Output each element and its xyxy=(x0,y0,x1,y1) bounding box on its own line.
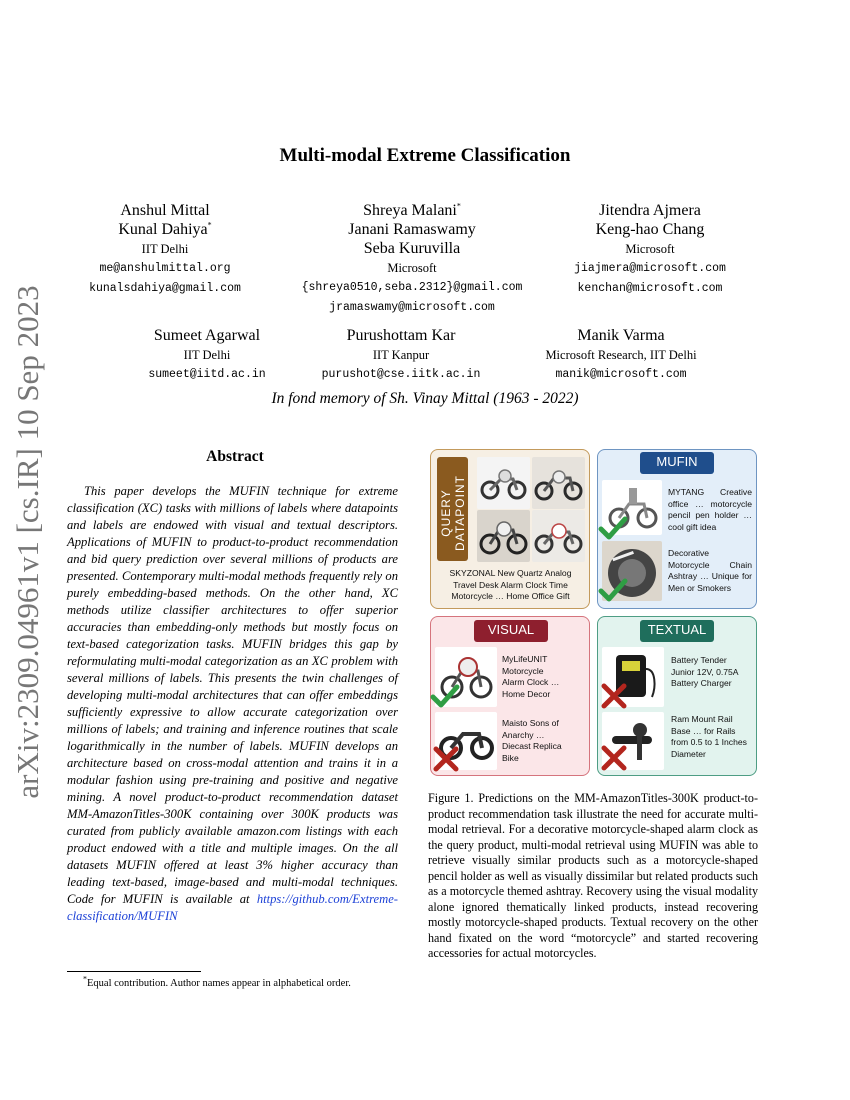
visual-tag: VISUAL xyxy=(474,620,548,642)
textual-tag: TEXTUAL xyxy=(640,620,714,642)
author-name: Manik Varma xyxy=(577,327,665,344)
equal-contribution-marker: * xyxy=(207,220,212,230)
query-datapoint-tag xyxy=(437,457,468,561)
arxiv-identifier: arXiv:2309.04961v1 [cs.IR] 10 Sep 2023 xyxy=(10,285,45,799)
author-group-3 xyxy=(552,201,748,299)
figure-caption: Figure 1. Predictions on the MM-AmazonTitles-300K product-to-product recommendation task illustrate the need for accurate multi-modal retrieval. For a decorative motorcycle-shaped alarm clock as the query product, multi-modal retrieval using MUFIN was able to retrieve visually similar products such as a motorcycle-shaped pencil holder as well as visually dissimilar but related products such as a motorcycle themed ashtray. Recovery using the visual modality alone ignored thematically linked products, instead recovering mostly motorcycle-shaped products. Textual recovery on the other hand fixated on the word “motorcycle” and started recovering accessories for actual motorcycles. xyxy=(428,791,758,960)
visual-result-title: Maisto Sons of Anarchy … Diecast Replica Bike xyxy=(502,718,562,763)
author-affiliation: IIT Delhi xyxy=(141,242,189,256)
author-group-2 xyxy=(282,201,542,318)
cross-icon xyxy=(432,745,460,773)
author-email[interactable]: me@anshulmittal.org xyxy=(99,262,231,275)
paper-title: Multi-modal Extreme Classification xyxy=(279,145,571,166)
author-name: Sumeet Agarwal xyxy=(153,327,261,344)
abstract-body xyxy=(67,483,398,925)
cross-icon xyxy=(600,744,628,772)
code-link[interactable]: https://github.com/Extreme-classification/MUFIN xyxy=(67,892,398,923)
check-icon xyxy=(598,577,628,603)
author-email[interactable]: {shreya0510,seba.2312}@gmail.com xyxy=(301,281,523,294)
author-name: Janani Ramaswamy xyxy=(348,221,476,238)
author-email[interactable]: purushot@cse.iitk.ac.in xyxy=(321,368,481,381)
author-affiliation: IIT Delhi xyxy=(183,348,231,362)
cross-icon xyxy=(600,682,628,710)
mufin-tag: MUFIN xyxy=(640,452,714,474)
author-email[interactable]: jiajmera@microsoft.com xyxy=(574,262,726,275)
query-tag-label: QUERY DATAPOINT xyxy=(439,475,467,551)
author-group-6 xyxy=(514,326,728,385)
query-product-image xyxy=(532,457,585,509)
author-group-5 xyxy=(300,326,502,385)
mufin-result-title: Decorative Motorcycle Chain Ashtray … Unique for Men or Smokers xyxy=(668,548,752,593)
mufin-result-title: MYTANG Creative office … motorcycle pencil pen holder … cool gift idea xyxy=(668,487,752,532)
author-affiliation: Microsoft xyxy=(625,242,675,256)
query-product-image xyxy=(477,510,530,562)
check-icon xyxy=(598,515,628,541)
author-affiliation: Microsoft xyxy=(387,261,437,275)
textual-result-title: Ram Mount Rail Base … for Rails from 0.5 to 1 Inches Diameter xyxy=(671,714,747,759)
memorial-dedication: In fond memory of Sh. Vinay Mittal (1963 - 2022) xyxy=(271,390,579,407)
query-product-image xyxy=(477,457,530,509)
author-email[interactable]: jramaswamy@microsoft.com xyxy=(329,301,495,314)
author-email[interactable]: manik@microsoft.com xyxy=(555,368,687,381)
footnote-rule xyxy=(67,971,201,972)
author-name: Jitendra Ajmera xyxy=(599,202,701,219)
author-group-4 xyxy=(118,326,296,385)
author-group-1 xyxy=(67,201,263,299)
author-email[interactable]: kunalsdahiya@gmail.com xyxy=(89,282,241,295)
author-affiliation: IIT Kanpur xyxy=(372,348,430,362)
footnote: *Equal contribution. Author names appear in alphabetical order. xyxy=(83,974,351,989)
visual-result-title: MyLifeUNIT Motorcycle Alarm Clock … Home Decor xyxy=(502,654,560,699)
textual-result-title: Battery Tender Junior 12V, 0.75A Battery Charger xyxy=(671,655,739,688)
query-product-image xyxy=(532,510,585,562)
author-name: Kunal Dahiya* xyxy=(118,220,212,238)
query-product-title: SKYZONAL New Quartz Analog Travel Desk Alarm Clock Time Motorcycle … Home Office Gift xyxy=(449,568,572,601)
author-name: Anshul Mittal xyxy=(120,202,210,219)
check-icon xyxy=(430,683,460,709)
author-affiliation: Microsoft Research, IIT Delhi xyxy=(545,348,697,362)
author-name: Purushottam Kar xyxy=(346,327,456,344)
equal-contribution-marker: * xyxy=(83,974,87,984)
author-email[interactable]: kenchan@microsoft.com xyxy=(577,282,723,295)
author-name: Seba Kuruvilla xyxy=(363,240,461,257)
abstract-text: This paper develops the MUFIN technique for extreme classification (XC) tasks with millions of labels where datapoints and labels are endowed with visual and textual descriptors. Applications of MUFIN to product-to-product recommendation and bid query prediction over several millions of products are presented. Contemporary multi-modal methods frequently rely on purely embedding-based methods. On the other hand, XC methods utilize classifier architectures to offer superior accuracies than embedding-only methods but mostly focus on text-based categorization tasks. MUFIN bridges this gap by reformulating multi-modal categorization as an XC problem with several millions of labels. This presents the twin challenges of developing multi-modal architectures that can offer embeddings sufficiently expressive to allow accurate categorization over millions of labels; and training and inference routines that scale logarithmically in the number of labels. MUFIN develops an architecture based on cross-modal attention and trains it in a modular fashion using pre-training and positive and negative mining. A novel product-to-product recommendation dataset MM-AmazonTitles-300K containing over 300K products was curated from publicly available amazon.com listings with each product endowed with a title and multiple images. On the all datasets MUFIN offered at least 3% higher accuracy than leading text-based, image-based and multi-modal techniques. Code for MUFIN is available at xyxy=(67,484,398,906)
abstract-heading: Abstract xyxy=(206,448,264,465)
equal-contribution-marker: * xyxy=(456,201,461,211)
author-email[interactable]: sumeet@iitd.ac.in xyxy=(148,368,266,381)
author-name: Keng-hao Chang xyxy=(595,221,705,238)
author-name: Shreya Malani* xyxy=(363,201,461,219)
